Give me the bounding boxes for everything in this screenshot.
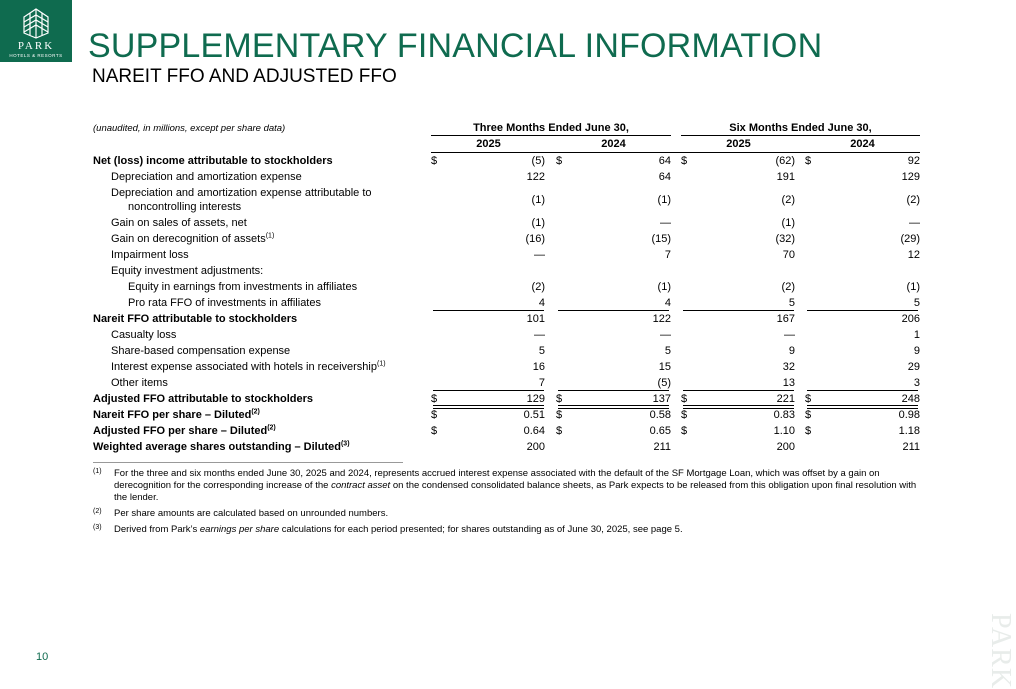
currency-symbol: $ [805, 155, 812, 167]
table-cell: 191 [776, 171, 795, 183]
table-row [93, 153, 920, 169]
footnote-mark: (2) [93, 508, 102, 515]
table-cell: 64 [658, 155, 671, 167]
row-label: Depreciation and amortization expense attributable to noncontrolling interests [111, 187, 372, 213]
table-cell: 1 [913, 329, 920, 341]
table-cell: (16) [525, 233, 545, 245]
row-label: Impairment loss [111, 249, 189, 261]
table-cell: 16 [532, 361, 545, 373]
table-cell: 9 [913, 345, 920, 357]
row-label: Net (loss) income attributable to stockholders [93, 155, 333, 167]
year-header: 2024 [601, 138, 626, 150]
row-label: Adjusted FFO attributable to stockholders [93, 393, 314, 405]
currency-symbol: $ [556, 425, 563, 437]
group-header-three-months: Three Months Ended June 30, [473, 122, 629, 134]
table-row [93, 169, 920, 185]
row-label: Pro rata FFO of investments in affiliates [128, 297, 321, 309]
table-row [93, 295, 920, 311]
row-label: Casualty loss [111, 329, 177, 341]
row-label: Gain on sales of assets, net [111, 217, 247, 229]
table-cell: 1.10 [773, 425, 795, 437]
table-cell: — [660, 217, 671, 229]
table-cell: 0.65 [649, 425, 671, 437]
table-note: (unaudited, in millions, except per share data) [93, 123, 286, 134]
table-cell: — [909, 217, 920, 229]
table-cell: 13 [782, 377, 795, 389]
table-cell: 3 [913, 377, 920, 389]
currency-symbol: $ [431, 155, 438, 167]
currency-symbol: $ [681, 155, 688, 167]
logo-tagline: HOTELS & RESORTS [9, 53, 63, 58]
table-cell: 248 [901, 393, 920, 405]
table-cell: (5) [531, 155, 545, 167]
table-cell: 64 [658, 171, 671, 183]
row-label: Nareit FFO per share – Diluted$^{(2)}$ [93, 408, 260, 421]
table-cell: (1) [657, 281, 671, 293]
currency-symbol: $ [805, 425, 812, 437]
table-cell: 0.83 [773, 409, 795, 421]
table-cell: (1) [906, 281, 920, 293]
footnote: (1) For the three and six months ended June 30, 2025 and 2024, represents accrued interest expense associated with the default of the SF Mortgage Loan, which was offset by a gain on derecognition for the corresponding increase of the contract asset on the condensed consolidated balance sheets, as Park expects to be released from this obligation upon final resolution with the lender. [93, 468, 917, 503]
currency-symbol: $ [556, 409, 563, 421]
table-cell: — [534, 249, 545, 261]
table-cell: (62) [775, 155, 795, 167]
footnote: (3) Derived from Park’s earnings per share calculations for each period presented; for shares outstanding as of June 30, 2025, see page 5. [93, 524, 683, 535]
table-row [93, 279, 920, 295]
row-label: Adjusted FFO per share – Diluted$^{(2)}$ [93, 424, 276, 437]
table-row [93, 263, 920, 279]
table-row [93, 391, 920, 407]
table-cell: 15 [658, 361, 671, 373]
table-header-years [93, 136, 920, 153]
table-cell: (15) [651, 233, 671, 245]
footnote-mark: (3) [93, 524, 102, 531]
logo-name: PARK [17, 40, 55, 52]
table-cell: — [660, 329, 671, 341]
page-number: 10 [36, 651, 49, 663]
table-cell: 167 [776, 313, 795, 325]
table-row [93, 439, 920, 455]
currency-symbol: $ [556, 155, 563, 167]
table-cell: 200 [776, 441, 795, 453]
table-cell: 0.58 [649, 409, 671, 421]
table-row [93, 215, 920, 231]
currency-symbol: $ [556, 393, 563, 405]
footnote-divider [93, 462, 403, 463]
table-cell: 122 [526, 171, 545, 183]
table-cell: 129 [901, 171, 920, 183]
footnote-mark: (1) [93, 468, 102, 475]
page-subtitle: NAREIT FFO AND ADJUSTED FFO [92, 66, 397, 87]
currency-symbol: $ [805, 393, 812, 405]
table-cell: 0.98 [898, 409, 920, 421]
currency-symbol: $ [681, 425, 688, 437]
year-header: 2025 [476, 138, 501, 150]
table-cell: (29) [900, 233, 920, 245]
table-cell: 7 [664, 249, 671, 261]
table-row [93, 407, 920, 423]
table-cell: 206 [901, 313, 920, 325]
table-cell: 29 [907, 361, 920, 373]
row-label: Interest expense associated with hotels in receivership$^{(1)}$ [111, 360, 386, 373]
table-row [93, 423, 920, 439]
table-cell: 200 [526, 441, 545, 453]
table-cell: (5) [657, 377, 671, 389]
table-row [93, 185, 920, 215]
currency-symbol: $ [805, 409, 812, 421]
row-label: Weighted average shares outstanding – Diluted$^{(3)}$ [93, 440, 350, 453]
table-cell: 221 [776, 393, 795, 405]
row-label: Other items [111, 377, 168, 389]
year-header: 2024 [850, 138, 875, 150]
year-header: 2025 [726, 138, 751, 150]
currency-symbol: $ [431, 409, 438, 421]
table-cell: (2) [781, 194, 795, 206]
table-cell: 9 [788, 345, 795, 357]
table-cell: — [784, 329, 795, 341]
table-row [93, 247, 920, 263]
table-cell: 1.18 [898, 425, 920, 437]
table-cell: 5 [538, 345, 545, 357]
table-row [93, 327, 920, 343]
table-cell: (1) [531, 194, 545, 206]
footnote-ref: (3) [340, 440, 350, 448]
table-cell: 5 [788, 297, 795, 309]
table-cell: 122 [652, 313, 671, 325]
table-cell: 137 [652, 393, 671, 405]
table-cell: 0.51 [523, 409, 545, 421]
table-cell: 129 [526, 393, 545, 405]
currency-symbol: $ [431, 393, 438, 405]
table-cell: (2) [781, 281, 795, 293]
footnote-ref: (2) [251, 408, 260, 416]
table-cell: (2) [906, 194, 920, 206]
park-building-icon [21, 5, 51, 39]
table-cell: (1) [657, 194, 671, 206]
table-cell: 4 [538, 297, 545, 309]
row-label: Depreciation and amortization expense [111, 171, 302, 183]
group-header-six-months: Six Months Ended June 30, [729, 122, 872, 134]
table-row [93, 343, 920, 359]
table-cell: 7 [538, 377, 545, 389]
park-logo [0, 0, 72, 62]
table-row [93, 231, 920, 247]
currency-symbol: $ [681, 393, 688, 405]
table-cell: 5 [664, 345, 671, 357]
footnotes [93, 468, 923, 540]
currency-symbol: $ [431, 425, 438, 437]
row-label: Nareit FFO attributable to stockholders [93, 313, 298, 325]
page-title: SUPPLEMENTARY FINANCIAL INFORMATION [88, 27, 823, 65]
table-header-groups [93, 120, 920, 136]
table-cell: 92 [907, 155, 920, 167]
table-cell: 70 [782, 249, 795, 261]
table-row [93, 375, 920, 391]
table-cell: 101 [526, 313, 545, 325]
table-cell: 0.64 [523, 425, 545, 437]
table-cell: (2) [531, 281, 545, 293]
row-label: Share-based compensation expense [111, 345, 291, 357]
table-cell: 4 [664, 297, 671, 309]
table-cell: (1) [531, 217, 545, 229]
footnote: (2) Per share amounts are calculated based on unrounded numbers. [93, 508, 389, 519]
table-cell: 32 [782, 361, 795, 373]
row-label: Gain on derecognition of assets$^{(1)}$ [111, 232, 275, 245]
table-cell: (32) [775, 233, 795, 245]
table-cell: 12 [907, 249, 920, 261]
table-cell: 5 [913, 297, 920, 309]
table-cell: 211 [902, 441, 920, 453]
table-row [93, 359, 920, 375]
table-cell: (1) [781, 217, 795, 229]
financial-table [93, 120, 920, 455]
footnote-ref: (2) [267, 424, 276, 432]
currency-symbol: $ [681, 409, 688, 421]
row-label: Equity investment adjustments: [111, 265, 264, 277]
table-row [93, 311, 920, 327]
table-cell: — [534, 329, 545, 341]
row-label: Equity in earnings from investments in affiliates [128, 281, 358, 293]
footnote-ref: (1) [376, 360, 386, 368]
table-cell: 211 [653, 441, 671, 453]
park-watermark [976, 610, 1016, 689]
watermark-text: PARK [985, 612, 1016, 689]
footnote-ref: (1) [265, 232, 275, 240]
